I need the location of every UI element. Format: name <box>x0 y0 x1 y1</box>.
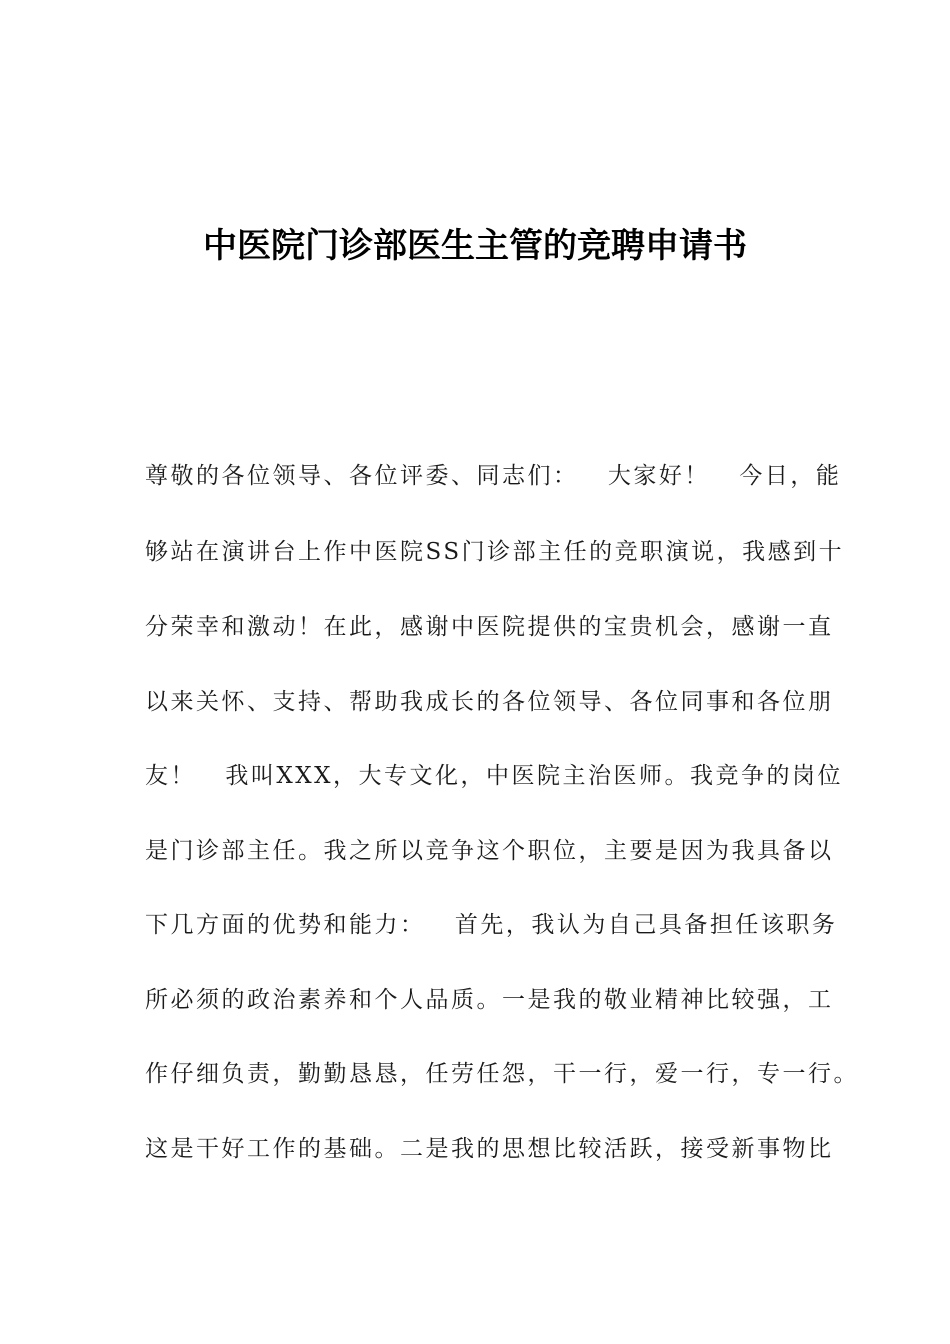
body-line: 这是干好工作的基础。二是我的思想比较活跃，接受新事物比 <box>145 1136 834 1162</box>
body-line: 分荣幸和激动！在此，感谢中医院提供的宝贵机会，感谢一直 <box>145 614 834 640</box>
body-line: 友！ 我叫XXX，大专文化，中医院主治医师。我竞争的岗位 <box>145 763 844 789</box>
body-line: 下几方面的优势和能力： 首先，我认为自己具备担任该职务 <box>145 912 838 938</box>
body-line: 作仔细负责，勤勤恳恳，任劳任怨，干一行，爱一行，专一行。 <box>145 1061 859 1087</box>
body-line: 以来关怀、支持、帮助我成长的各位领导、各位同事和各位朋 <box>145 689 834 715</box>
body-line: 够站在演讲台上作中医院SS门诊部主任的竞职演说，我感到十 <box>145 539 845 565</box>
body-line: 是门诊部主任。我之所以竞争这个职位，主要是因为我具备以 <box>145 838 834 864</box>
body-line: 所必须的政治素养和个人品质。一是我的敬业精神比较强，工 <box>145 987 834 1013</box>
document-title: 中医院门诊部医生主管的竞聘申请书 <box>203 226 747 266</box>
body-line: 尊敬的各位领导、各位评委、同志们： 大家好！ 今日，能 <box>145 463 842 489</box>
